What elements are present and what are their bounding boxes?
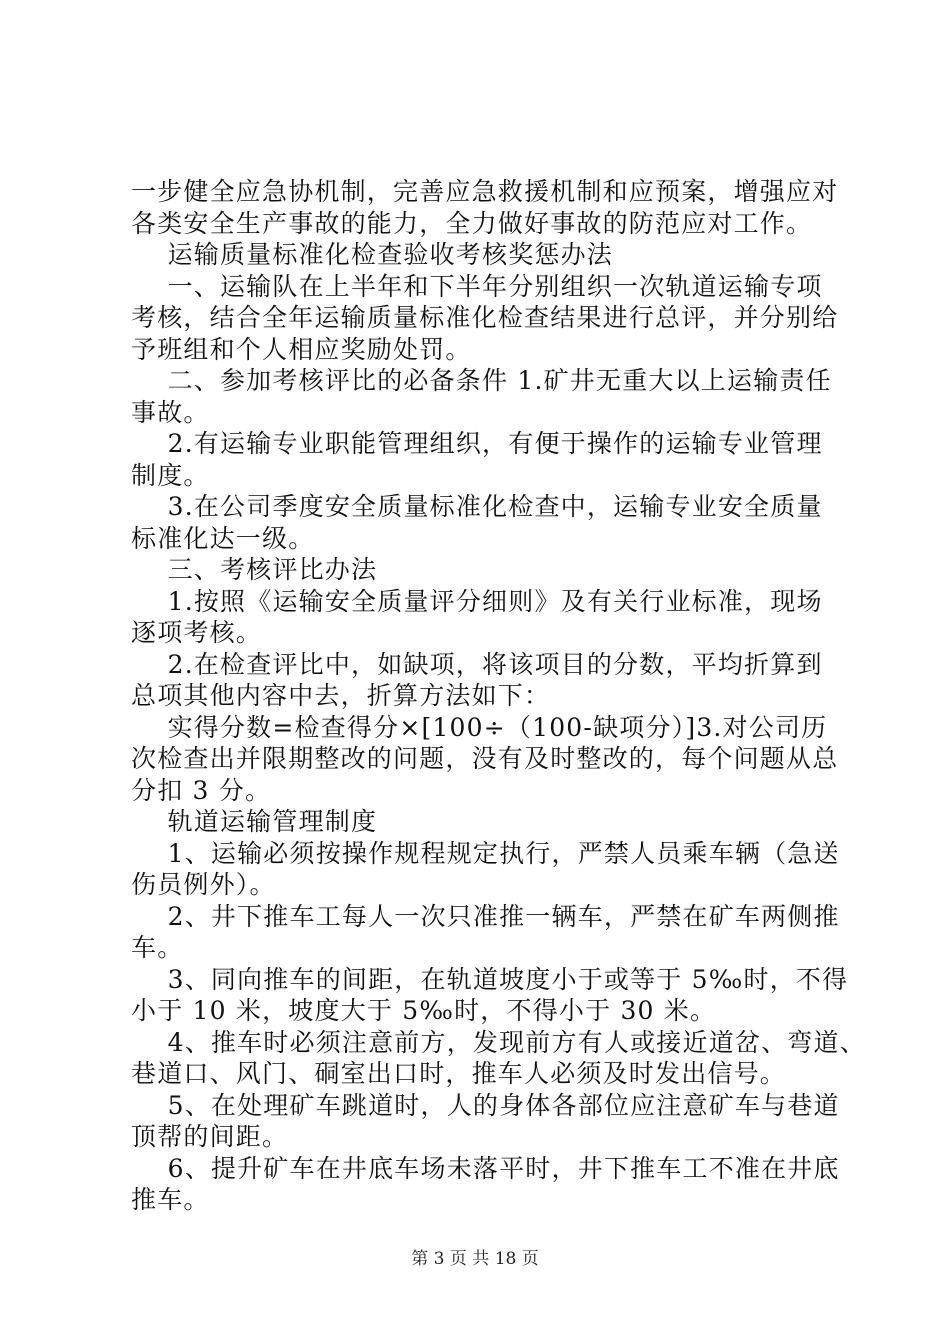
text-line: 小于 10 米，坡度大于 5‰时，不得小于 30 米。 — [131, 996, 717, 1025]
text-line: 运输质量标准化检查验收考核奖惩办法 — [131, 240, 613, 269]
text-line: 事故。 — [131, 397, 210, 427]
text-line: 1.按照《运输安全质量评分细则》及有关行业标准，现场 — [131, 586, 823, 616]
text-line: 予班组和个人相应奖励处罚。 — [131, 334, 472, 364]
text-line: 标准化达一级。 — [131, 523, 315, 553]
text-line: 轨道运输管理制度 — [131, 807, 378, 836]
text-line: 1、运输必须按操作规程规定执行，严禁人员乘车辆（急送 — [131, 838, 840, 868]
text-line: 6、提升矿车在井底车场未落平时，井下推车工不准在井底 — [131, 1153, 840, 1183]
text-line: 二、参加考核评比的必备条件 1.矿井无重大以上运输责任 — [131, 366, 832, 395]
text-line: 一、运输队在上半年和下半年分别组织一次轨道运输专项 — [131, 271, 823, 301]
text-line: 逐项考核。 — [131, 618, 263, 647]
text-line: 三、考核评比办法 — [131, 555, 378, 584]
text-line: 2.有运输专业职能管理组织，有便于操作的运输专业管理 — [131, 429, 823, 458]
text-line: 总项其他内容中去，折算方法如下： — [131, 681, 551, 710]
text-line: 3.在公司季度安全质量标准化检查中，运输专业安全质量 — [131, 492, 823, 521]
text-line: 2、井下推车工每人一次只准推一辆车，严禁在矿车两侧推 — [131, 901, 840, 931]
body-text — [131, 176, 866, 1216]
text-line: 伤员例外）。 — [131, 870, 276, 899]
page-footer: 第 3 页 共 18 页 — [411, 1249, 539, 1269]
text-line: 制度。 — [131, 460, 210, 490]
text-line: 考核，结合全年运输质量标准化检查结果进行总评，并分别给 — [131, 303, 839, 332]
text-line: 推车。 — [131, 1185, 210, 1214]
text-line: 巷道口、风门、硐室出口时，推车人必须及时发出信号。 — [131, 1059, 787, 1088]
text-line: 各类安全生产事故的能力，全力做好事故的防范应对工作。 — [131, 208, 813, 238]
text-line: 车。 — [131, 933, 184, 962]
text-line: 实得分数=检查得分×[100÷（100-缺项分）]3.对公司历 — [131, 712, 828, 742]
text-line: 3、同向推车的间距，在轨道坡度小于或等于 5‰时，不得 — [131, 964, 849, 994]
text-line: 4、推车时必须注意前方，发现前方有人或接近道岔、弯道、 — [131, 1027, 866, 1057]
text-line: 2.在检查评比中，如缺项，将该项目的分数，平均折算到 — [131, 649, 823, 679]
text-line: 分扣 3 分。 — [131, 775, 272, 805]
text-line: 一步健全应急协机制，完善应急救援机制和应预案，增强应对 — [131, 177, 839, 206]
text-line: 次检查出并限期整改的问题，没有及时整改的，每个问题从总 — [131, 744, 839, 773]
text-line: 5、在处理矿车跳道时，人的身体各部位应注意矿车与巷道 — [131, 1090, 840, 1120]
text-line: 顶帮的间距。 — [131, 1122, 289, 1151]
